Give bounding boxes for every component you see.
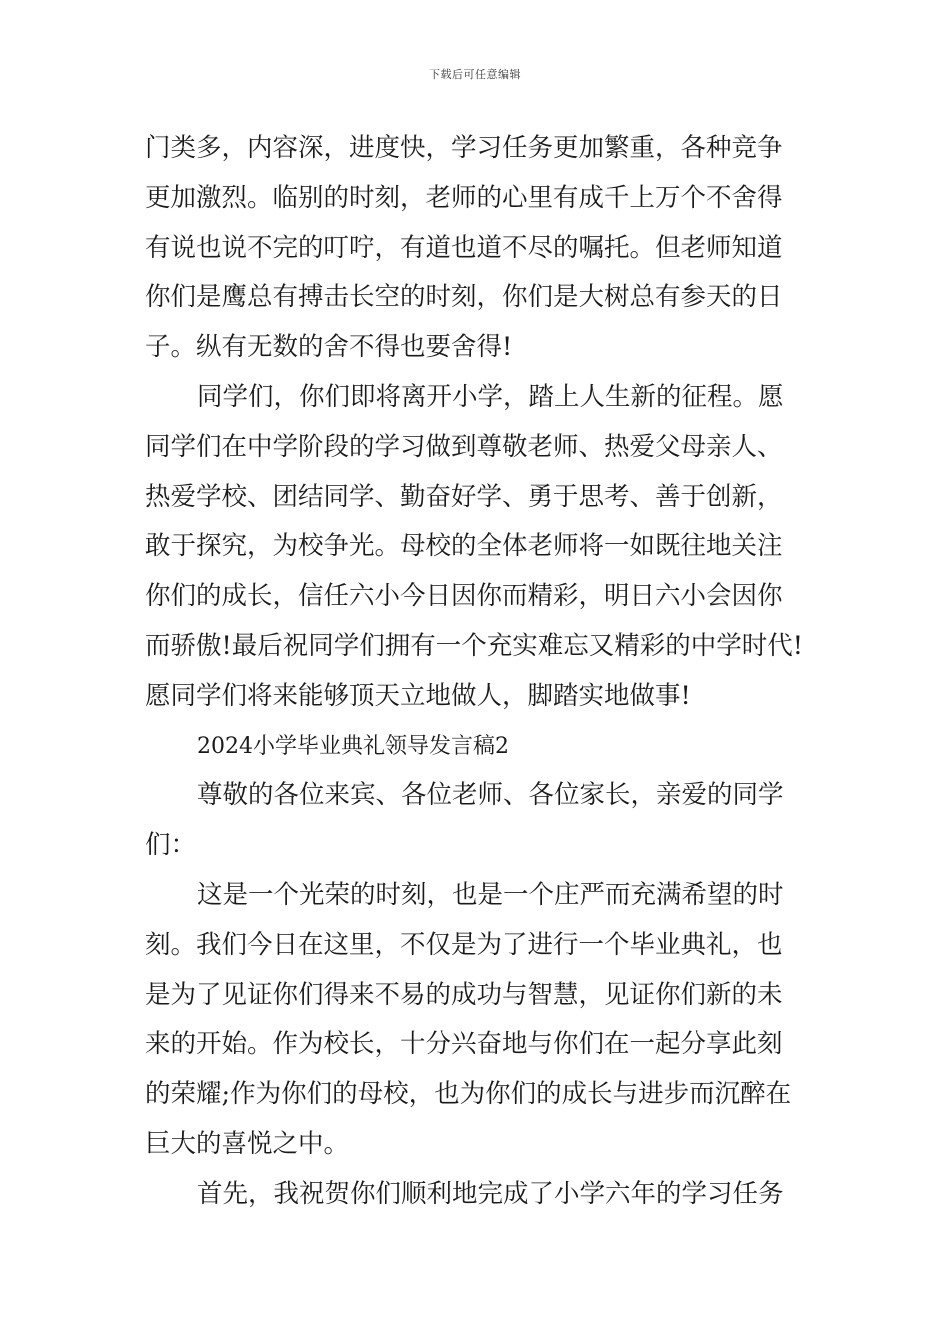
text-line: 你们的成长，信任六小今日因你而精彩，明日六小会因你 <box>145 581 783 612</box>
text-line: 巨大的喜悦之中。 <box>145 1128 350 1159</box>
document-body <box>145 124 815 1220</box>
text-line: 热爱学校、团结同学、勤奋好学、勇于思考、善于创新， <box>145 481 783 512</box>
text-line: 是为了见证你们得来不易的成功与智慧，见证你们新的未 <box>145 979 783 1010</box>
text-line: 更加激烈。临别的时刻，老师的心里有成千上万个不舍得 <box>145 182 783 213</box>
text-line: 刻。我们今日在这里，不仅是为了进行一个毕业典礼，也 <box>145 929 783 960</box>
page-header: 下载后可任意编辑 <box>429 68 521 81</box>
text-line: 愿同学们将来能够顶天立地做人，脚踏实地做事! <box>145 680 691 711</box>
text-line: 尊敬的各位来宾、各位老师、各位家长，亲爱的同学 <box>197 780 784 811</box>
text-line: 门类多，内容深，进度快，学习任务更加繁重，各种竞争 <box>145 133 783 163</box>
text-line: 子。纵有无数的舍不得也要舍得! <box>145 332 513 363</box>
text-line: 这是一个光荣的时刻，也是一个庄严而充满希望的时 <box>197 879 784 910</box>
text-line: 的荣耀;作为你们的母校，也为你们的成长与进步而沉醉在 <box>145 1079 792 1110</box>
text-line: 来的开始。作为校长，十分兴奋地与你们在一起分享此刻 <box>145 1029 783 1060</box>
text-line: 有说也说不完的叮咛，有道也道不尽的嘱托。但老师知道 <box>145 232 783 263</box>
text-line: 而骄傲!最后祝同学们拥有一个充实难忘又精彩的中学时代! <box>145 630 803 661</box>
text-line: 首先，我祝贺你们顺利地完成了小学六年的学习任务 <box>197 1178 784 1209</box>
text-line: 你们是鹰总有搏击长空的时刻，你们是大树总有参天的日 <box>145 282 783 313</box>
text-line: 同学们在中学阶段的学习做到尊敬老师、热爱父母亲人、 <box>145 431 783 462</box>
section-title: 2024小学毕业典礼领导发言稿2 <box>197 733 509 759</box>
text-line: 敢于探究，为校争光。母校的全体老师将一如既往地关注 <box>145 531 783 562</box>
text-line: 们： <box>145 830 197 861</box>
text-line: 同学们，你们即将离开小学，踏上人生新的征程。愿 <box>197 381 784 412</box>
